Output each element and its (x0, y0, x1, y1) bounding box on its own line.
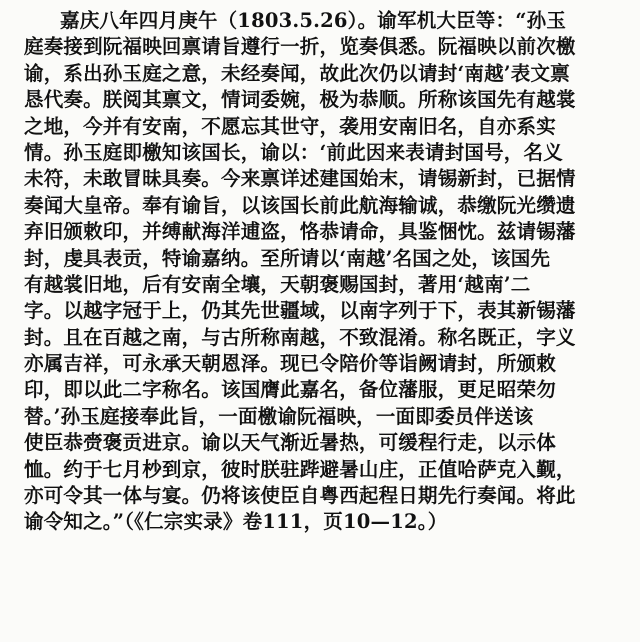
document-text-block (24, 8, 624, 536)
text-line-1: 嘉庆八年四月庚午（1803.5.26）。谕军机大臣等：“孙玉 (60, 9, 567, 32)
text-line-15: 印，即以此二字称名。该国膺此嘉名，备位藩服，更足昭荣勿 (24, 378, 556, 402)
text-line-3: 谕，系出孙玉庭之意，未经奏闻，故此次仍以请封‘南越’表文禀 (24, 61, 570, 85)
text-line-13: 封。且在百越之南，与古所称南越，不致混淆。称名既正，字义 (24, 325, 576, 349)
text-line-20: 谕令知之。”（《仁宗实录》卷111，页10—12。） (24, 510, 448, 534)
text-line-11: 有越裳旧地，后有安南全壤，天朝褒赐国封，著用‘越南’二 (24, 272, 531, 296)
text-line-19: 亦可令其一体与宴。仍将该使臣自粤西起程日期先行奏闻。将此 (24, 484, 576, 508)
text-line-14: 亦属吉祥，可永承天朝恩泽。现已令陪价等诣阙请封，所颁敕 (24, 352, 556, 376)
text-line-12: 字。以越字冠于上，仍其先世疆域，以南字列于下，表其新锡藩 (24, 299, 576, 323)
text-line-7: 未符，未敢冒昧具奏。今来禀详述建国始末，请锡新封，已据情 (24, 167, 576, 191)
text-line-4: 恳代奏。朕阅其禀文，情词委婉，极为恭顺。所称该国先有越裳 (24, 88, 576, 112)
text-line-6: 情。孙玉庭即檄知该国长，谕以：‘前此因来表请封国号，名义 (24, 140, 563, 164)
text-line-5: 之地，今并有安南，不愿忘其世守，袭用安南旧名，自亦系实 (24, 114, 556, 138)
text-line-16: 替。’孙玉庭接奉此旨，一面檄谕阮福映，一面即委员伴送该 (24, 404, 534, 428)
text-line-10: 封，虔具表贡，特谕嘉纳。至所请以‘南越’名国之处，该国先 (24, 246, 551, 270)
text-line-2: 庭奏接到阮福映回禀请旨遵行一折，览奏俱悉。阮福映以前次檄 (24, 35, 576, 59)
text-line-17: 使臣恭赍褒贡进京。谕以天气渐近暑热，可缓程行走，以示体 (24, 431, 556, 455)
text-line-9: 弃旧颁敕印，并缚献海洋逋盗，恪恭请命，具鉴悃忱。兹请锡藩 (24, 220, 576, 244)
text-line-18: 恤。约于七月杪到京，彼时朕驻跸避暑山庄，正值哈萨克入觐， (24, 457, 576, 481)
text-line-8: 奏闻大皇帝。奉有谕旨，以该国长前此航海输诚，恭缴阮光缵遗 (24, 193, 576, 217)
